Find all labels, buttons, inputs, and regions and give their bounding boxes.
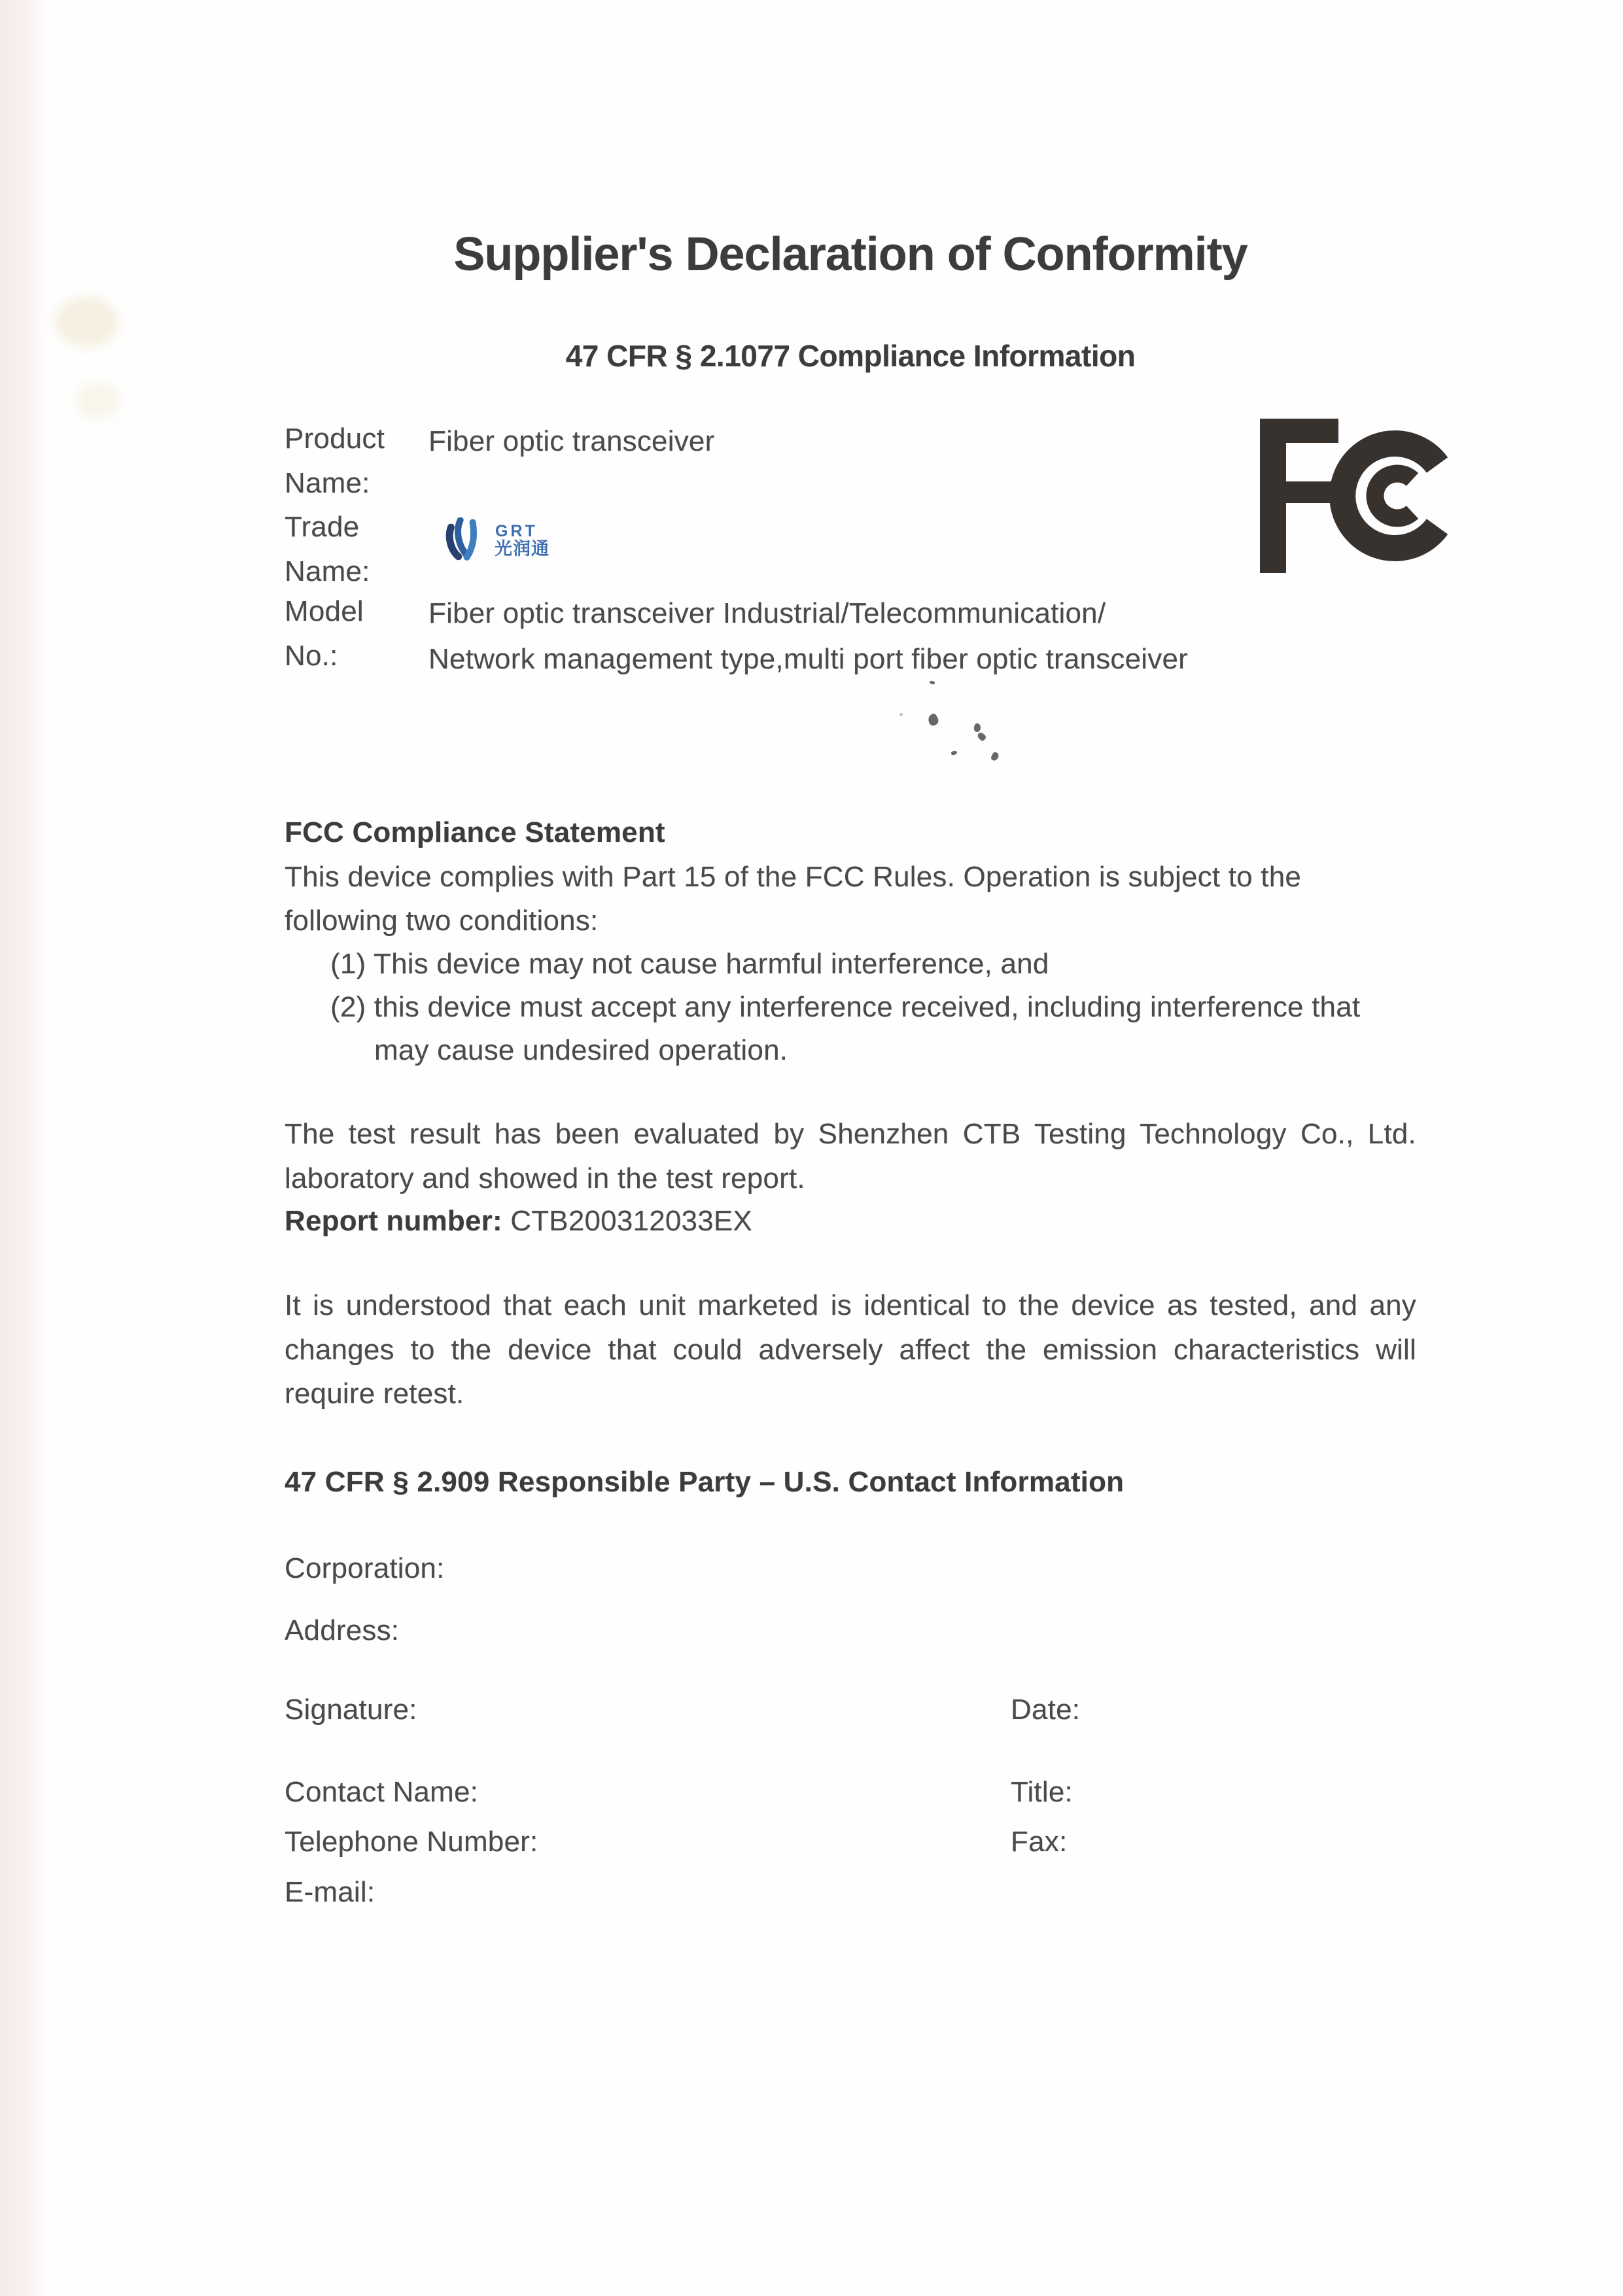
fcc-mark-icon	[1260, 416, 1468, 574]
scan-speckle	[899, 713, 903, 716]
compliance-condition-2-line1: (2) this device must accept any interference received, including interference that	[330, 991, 1361, 1023]
scan-smudge	[56, 298, 118, 347]
report-number-label: Report number:	[285, 1205, 502, 1237]
scan-speckle	[929, 680, 935, 685]
scan-speckle	[976, 731, 986, 742]
scan-smudge	[75, 383, 121, 419]
email-label: E-mail:	[285, 1876, 375, 1908]
scan-speckle	[951, 750, 958, 755]
grt-logo-chinese-name: 光润通	[495, 539, 550, 559]
model-no-value-line2: Network management type,multi port fiber optic transceiver	[428, 643, 1188, 675]
grt-logo-icon	[445, 517, 487, 561]
scan-speckle	[926, 712, 940, 727]
responsible-party-heading: 47 CFR § 2.909 Responsible Party – U.S. Contact Information	[285, 1466, 1125, 1498]
grt-logo-wordmark: GRT	[495, 522, 538, 540]
trade-name-label-line2: Name:	[285, 555, 370, 587]
product-name-label-line2: Name:	[285, 467, 370, 499]
product-name-value: Fiber optic transceiver	[428, 425, 715, 457]
contact-name-label: Contact Name:	[285, 1776, 479, 1808]
address-label: Address:	[285, 1614, 400, 1646]
retest-line3: require retest.	[285, 1378, 464, 1410]
retest-line1: It is understood that each unit marketed is identical to the device as tested, and any	[285, 1289, 1416, 1321]
scan-edge-band	[0, 0, 48, 2296]
compliance-line1: This device complies with Part 15 of the FCC Rules. Operation is subject to the	[285, 861, 1302, 893]
compliance-heading: FCC Compliance Statement	[285, 816, 665, 848]
evaluation-line2: laboratory and showed in the test report.	[285, 1162, 805, 1194]
evaluation-line1: The test result has been evaluated by Shenzhen CTB Testing Technology Co., Ltd.	[285, 1118, 1416, 1150]
date-label: Date:	[1011, 1694, 1081, 1726]
compliance-condition-1: (1) This device may not cause harmful interference, and	[330, 948, 1049, 980]
compliance-line2: following two conditions:	[285, 905, 599, 937]
compliance-condition-2-line2: may cause undesired operation.	[374, 1034, 788, 1066]
report-number-value: CTB200312033EX	[502, 1205, 752, 1237]
model-no-value-line1: Fiber optic transceiver Industrial/Telecommunication/	[428, 597, 1106, 629]
scan-speckle	[990, 751, 1000, 761]
retest-line2: changes to the device that could adversely affect the emission characteristics will	[285, 1334, 1416, 1366]
telephone-label: Telephone Number:	[285, 1826, 538, 1858]
title-label: Title:	[1011, 1776, 1073, 1808]
scan-speckle	[973, 723, 981, 733]
page-subtitle: 47 CFR § 2.1077 Compliance Information	[565, 339, 1136, 373]
signature-label: Signature:	[285, 1694, 417, 1726]
fax-label: Fax:	[1011, 1826, 1068, 1858]
product-name-label-line1: Product	[285, 423, 385, 455]
page-title: Supplier's Declaration of Conformity	[453, 228, 1248, 281]
trade-name-label-line1: Trade	[285, 511, 360, 543]
corporation-label: Corporation:	[285, 1552, 445, 1584]
model-no-label-line2: No.:	[285, 640, 338, 672]
report-number-line	[285, 1205, 752, 1238]
model-no-label-line1: Model	[285, 595, 364, 627]
